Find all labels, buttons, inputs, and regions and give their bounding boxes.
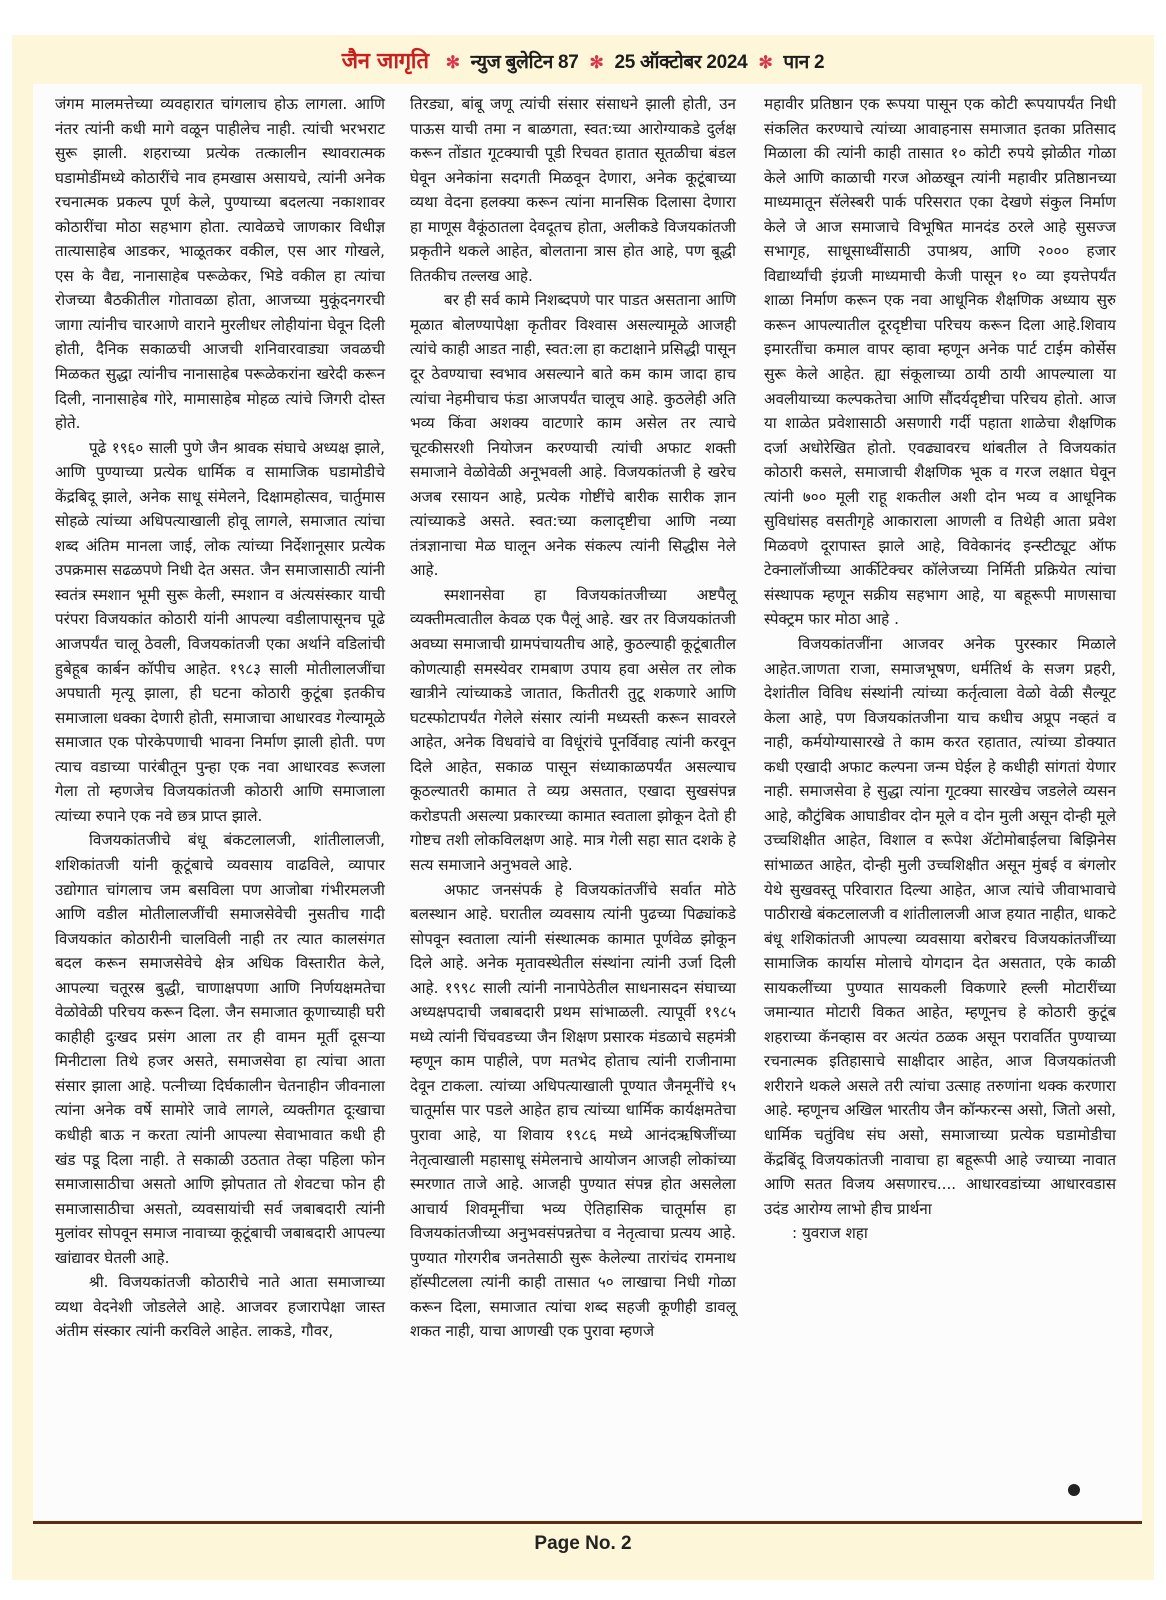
article-column-1 [55,92,385,1344]
paragraph: विजयकांतजींना आजवर अनेक पुरस्कार मिळाले आहेत.जाणता राजा, समाजभूषण, धर्मतिर्थ के सजग प्रहरी, देशांतील विविध संस्थांनी त्यांच्या कर्तृत्वाला वेळो वेळी सैल्यूट केला आहे, पण विजयकांतजीना याच कधीच अप्रूप नव्हतं व नाही, कर्मयोग्यासारखे ते काम करत रहातात, त्यांच्या डोक्यात कधी एखादी अफाट कल्पना जन्म घेईल हे कधीही सांगतां येणार नाही. समाजसेवा हे सुद्धा त्यांना गूटक्या सारखेच जडलेले व्यसन आहे, कौटुंबिक आघाडीवर दोन मूले व दोन मुली असून दोन्ही मूले उच्चशिक्षीत आहेत, विशाल व रूपेश ॲटोमोबाईलचा बिझिनेस सांभाळत आहेत, दोन्ही मुली उच्चशिक्षीत असून मुंबई व बंगलोर येथे सुखवस्तू परिवारात दिल्या आहेत, आज त्यांचे जीवाभावाचे पाठीराखे बंकटलालजी व शांतीलालजी आज हयात नाहीत, धाकटे बंधू शशिकांतजी आपल्या व्यवसाया बरोबरच विजयकांतजींच्या सामाजिक कार्यास मोलाचे योगदान देत असतात, एके काळी सायकलींच्या पुण्यात सायकली विकणारे ह्ल्ली मोटारींच्या जमान्यात मोटारी विकत आहेत, म्हणूनच हे कोठारी कुटूंब शहराच्या कॅनव्हास वर अत्यंत ठळक असून परावर्तित पुण्याच्या रचनात्मक इतिहासाचे साक्षीदार आहेत, आज विजयकांतजी शरीराने थकले असले तरी त्यांचा उत्साह तरुणांना थक्क करणारा आहे. म्हणूनच अखिल भारतीय जैन कॉन्फरन्स असो, जितो असो, धार्मिक चतुंविध संघ असो, समाजाच्या प्रत्येक घडामोडीचा केंद्रबिंदू विजयकांतजी नावाचा हा बहूरूपी आहे ज्याच्या नावात आणि सतत विजय असणारच.... आधारवडांच्या आधारवडास उदंड आरोग्य लाभो हीच प्रार्थना [764,635,1116,1218]
paragraph: महावीर प्रतिष्ठान एक रूपया पासून एक कोटी रूपयापर्यंत निधी संकलित करण्याचे त्यांच्या आवाहनास समाजात इतका प्रतिसाद मिळाला की त्यांनी काही तासात १० कोटी रुपये झोळीत गोळा केले आणि काळाची गरज ओळखून त्यांनी महावीर प्रतिष्ठानच्या माध्यमातून सॅलेस्बरी पार्क परिसरात एका देखणे संकुल निर्माण केले जे आज समाजाचे विभूषित मानदंड ठरले आहे सुसज्ज सभागृह, साधूसाध्वींसाठी उपाश्रय, आणि २००० हजार विद्यार्थ्यांची इंग्रजी माध्यमाची केजी पासून १० व्या इयत्तेपर्यंत शाळा निर्माण करून एक नवा आधूनिक शैक्षणिक अध्याय सुरु करून आपल्यातील दूरदृष्टीचा परिचय करून दिला आहे.शिवाय इमारतींचा कमाल वापर व्हावा म्हणून अनेक पार्ट टाईम कोर्सेस सुरू केले आहेत. ह्या संकूलाच्या ठायी ठायी आपल्याला या अवलीयाच्या कल्पकतेचा आणि सौंदर्यदृष्टीचा परिचय होतो. आज या शाळेत प्रवेशासाठी असणारी गर्दी पहाता शाळेचा शैक्षणिक दर्जा अधोरेखित होतो. एवढ्यावरच थांबतील ते विजयकांत कोठारी कसले, समाजाची शैक्षणिक भूक व गरज लक्षात घेवून त्यांनी ७०० मूली राहू शकतील अशी दोन भव्य व आधूनिक सुविधांसह वसतीगृहे आकाराला आणली व तिथेही आता प्रवेश मिळवणे दूरापास्त झाले आहे, विवेकानंद इन्स्टीट्यूट ऑफ टेक्नालॉजीच्या आर्कीटेक्चर कॉलेजच्या निर्मिती प्रक्रियेत त्यांचा संस्थापक म्हणून सक्रीय सहभाग आहे, या बहूरूपी माणसाचा स्पेक्ट्रम फार मोठा आहे . [764,95,1116,629]
paragraph: अफाट जनसंपर्क हे विजयकांतजींचे सर्वात मोठे बलस्थान आहे. घरातील व्यवसाय त्यांनी पुढच्या पिढ्यांकडे सोपवून स्वताला त्यांनी संस्थात्मक कामात पूर्णवेळ झोकून दिले आहे. अनेक मृतावस्थेतील संस्थांना त्यांनी उर्जा दिली आहे. १९९८ साली त्यांनी नानापेठेतील साधनासदन संघाच्या अध्यक्षपदाची जबाबदारी प्रथम सांभाळली. त्यापूर्वी १९८५ मध्ये त्यांनी चिंचवडच्या जैन शिक्षण प्रसारक मंडळाचे सहमंत्री म्हणून काम पाहीले, पण मतभेद होताच त्यांनी राजीनामा देवून टाकला. त्यांच्या अधिपत्याखाली पूण्यात जैनमूनींचे १५ चातूर्मास पार पडले आहेत हाच त्यांच्या धार्मिक कार्यक्षमतेचा पुरावा आहे, या शिवाय १९८६ मध्ये आनंदऋषिजींच्या नेतृत्वाखाली महासाधू संमेलनाचे आयोजन आजही लोकांच्या स्मरणात ताजे आहे. आजही पुण्यात संपन्न होत असलेला आचार्य शिवमूनींचा भव्य ऐतिहासिक चातूर्मास हा विजयकांतजीच्या अनुभवसंपन्नतेचा व नेतृत्वाचा प्रत्यय आहे. पुण्यात गोरगरीब जनतेसाठी सुरू केलेल्या तारांचंद रामनाथ हॉस्पीटलला त्यांनी काही तासात ५० लाखाचा निधी गोळा करून दिला, समाजात त्यांचा शब्द सहजी कूणीही डावलू शकत नाही, याचा आणखी एक पुरावा म्हणजे [410,880,736,1341]
newsletter-sheet [12,35,1154,1580]
end-of-article-bullet-icon [1068,1484,1080,1496]
issue-date: 25 ऑक्टोबर 2024 [614,52,748,73]
paragraph: श्री. विजयकांतजी कोठारीचे नाते आता समाजाच्या व्यथा वेदनेशी जोडलेले आहे. आजवर हजारापेक्षा जास्त अंतीम संस्कार त्यांनी करविले आहेत. लाकडे, गौवर, [55,1273,385,1341]
paragraph: पूढे १९६० साली पुणे जैन श्रावक संघाचे अध्यक्ष झाले, आणि पुण्याच्या प्रत्येक धार्मिक व सामाजिक घडामोडीचे केंद्रबिदू झाले, अनेक साधू संमेलने, दिक्षामहोत्सव, चार्तुमास सोहळे त्यांच्या अधिपत्याखाली होवू लागले, समाजात त्यांचा शब्द अंतिम मानला जाई, लोक त्यांच्या निर्देशानूसार प्रत्येक उपक्रमास सढळपणे निधी देत असत. जैन समाजासाठी त्यांनी स्वतंत्र स्मशान भूमी सुरू केली, स्मशान व अंत्यसंस्कार याची परंपरा विजयकांत कोठारी यांनी आपल्या वडीलापासूनच पूढे आजपर्यंत चालू ठेवली, विजयकांतजी एका अर्थाने वडिलांची हुबेहूब कार्बन कॉपीच आहेत. १९८३ साली मोतीलालजींचा अपघाती मृत्यू झाला, ही घटना कोठारी कुटूंबा इतकीच समाजाला धक्का देणारी होती, समाजाचा आधारवड गेल्यामूळे समाजात एक पोरकेपणाची भावना निर्माण झाली होती. पण त्याच वडाच्या पारंबीतून पुन्हा एक नवा आधारवड रूजला गेला तो म्हणजेच विजयकांतजी कोठारी आणि समाजाला त्यांच्या रुपाने एक नवे छत्र प्राप्त झाले. [55,438,385,825]
author-signature: : युवराज शहा [792,1224,868,1243]
article-column-3 [764,92,1116,1246]
brand-logo: जैन जागृति [341,48,429,74]
page-number-footer: Page No. 2 [534,1533,632,1554]
asterisk-separator-icon: ✻ [589,53,604,72]
asterisk-separator-icon: ✻ [758,53,773,72]
article-panel [33,84,1142,1520]
paragraph: विजयकांतजीचे बंधू बंकटलालजी, शांतीलालजी, शशिकांतजी यांनी कूटूंबाचे व्यवसाय वाढविले, व्यापार उद्योगात चांगलाच जम बसविला पण आजोबा गंभीरमलजी आणि वडील मोतीलालजींची समाजसेवेची नुसतीच गादी विजयकांत कोठारीनी चालविली नाही तर त्यात कालसंगत बदल करून समाजसेवेचे क्षेत्र अधिक विस्तारीत केले, आपल्या चतूरस्र बुद्धी, चाणाक्षपणा आणि निर्णयक्षमतेचा वेळोवेळी परिचय करून दिला. जैन समाजात कूणाच्याही घरी काहीही दुःखद प्रसंग आला तर ही वामन मूर्ती दूसऱ्या मिनीटाला तिथे हजर असते, समाजसेवा हा त्यांचा आता संसार झाला आहे. पत्नीच्या दिर्घकालीन चेतनाहीन जीवनाला त्यांना अनेक वर्षे सामोरे जावे लागले, व्यक्तीगत दूःखाचा कधीही बाऊ न करता त्यांनी आपल्या सेवाभावात कधी ही खंड पडू दिला नाही. ते सकाळी उठतात तेव्हा पहिला फोन समाजासाठीचा असतो आणि झोपतात तो शेवटचा फोन ही समाजासाठीचा असतो, व्यवसायांची सर्व जबाबदारी त्यांनी मुलांवर सोपवून समाज नावाच्या कूटूंबाची जबाबदारी आपल्या खांद्यावर घेतली आहे. [55,831,385,1267]
page-indicator: पान 2 [783,52,825,73]
masthead [12,45,1154,75]
article-column-2 [410,92,736,1344]
bulletin-number: न्युज बुलेटिन 87 [470,52,579,73]
asterisk-separator-icon: ✻ [445,53,460,72]
paragraph: बर ही सर्व कामे निशब्दपणे पार पाडत असताना आणि मूळात बोलण्यापेक्षा कृतीवर विश्वास असल्यामूळे आजही त्यांचे काही आडत नाही, स्वत:ला हा कटाक्षाने प्रसिद्धी पासून दूर ठेवण्याचा स्वभाव असल्याने बाते कम काम जादा हाच त्यांचा नेहमीचाच फंडा आजपर्यंत चालूच आहे. कुठलेही अति भव्य किंवा अशक्य वाटणारे काम असेल तर त्याचे चूटकीसरशी नियोजन करण्याची त्यांची अफाट शक्ती समाजाने वेळोवेळी अनूभवली आहे. विजयकांतजी हे खरेच अजब रसायन आहे, प्रत्येक गोष्टींचे बारीक सारीक ज्ञान त्यांच्याकडे असते. स्वत:च्या कलादृष्टीचा आणि नव्या तंत्रज्ञानाचा मेळ घालून अनेक संकल्प त्यांनी सिद्धीस नेले आहे. [410,291,736,580]
paragraph: तिरड्या, बांबू जणू त्यांची संसार संसाधने झाली होती, उन पाऊस याची तमा न बाळगता, स्वत:च्या आरोग्याकडे दुर्लक्ष करून तोंडात गूटक्याची पूडी रिचवत हातात सूतळीचा बंडल घेवून अनेकांना सदगती मिळवून देणारा, अनेक कूटूंबाच्या व्यथा वेदना हलक्या करून त्यांना मानसिक दिलासा देणारा हा माणूस वैकूंठातला देवदूतच होता, अलीकडे विजयकांतजी प्रकृतीने थकले आहेत, बोलताना त्रास होत आहे, पण बूद्धी तितकीच तल्लख आहे. [410,95,736,285]
footer-divider [33,1521,1142,1524]
paragraph: स्मशानसेवा हा विजयकांतजीच्या अष्टपैलू व्यक्तीमत्वातील केवळ एक पैलूं आहे. खर तर विजयकांतजी अवघ्या समाजाची ग्रामपंचायतीच आहे, कुठल्याही कूटूंबातील कोणत्याही समस्येवर रामबाण उपाय हवा असेल तर लोक खात्रीने त्यांच्याकडे जातात, कितीतरी तुटू शकणारे आणि घटस्फोटापर्यंत गेलेले संसार त्यांनी मध्यस्ती करून सावरले आहेत, अनेक विधवांचे वा विधूंरांचे पूनर्विवाह त्यांनी करवून दिले आहेत, सकाळ पासून संध्याकाळपर्यंत असल्याच कूठल्यातरी कामात ते व्यग्र असतात, एखादा सुखसंपन्न करोडपती असल्या प्रकारच्या कामात स्वताला झोकून देतो ही गोष्टच तशी लोकविलक्षण आहे. मात्र गेली सहा सात दशके हे सत्य समाजाने अनुभवले आहे. [410,585,736,874]
paragraph: जंगम मालमत्तेच्या व्यवहारात चांगलाच होऊ लागला. आणि नंतर त्यांनी कधी मागे वळून पाहीलेच नाही. त्यांची भरभराट सुरू झाली. शहराच्या प्रत्येक तत्कालीन स्थावरात्मक घडामोडींमध्ये कोठारींचे नाव हमखास असायचे, त्यांनी अनेक रचनात्मक प्रकल्प पूर्ण केले, पुण्याच्या बदलत्या नकाशावर कोठारींचा मोठा सहभाग होता. त्यावेळचे जाणकार विधीज्ञ तात्यासाहेब आडकर, भाळूतकर वकील, एस आर गोखले, एस के वैद्य, नानासाहेब परूळेकर, भिडे वकील हा त्यांचा रोजच्या बैठकीतील गोतावळा होता, आजच्या मुकूंदनगरची जागा त्यांनीच चारआणे वाराने मुरलीधर लोहीयांना घेवून दिली होती, दैनिक सकाळची आजची शनिवारवाड्या जवळची मिळकत सुद्धा त्यांनीच नानासाहेब परूळेकरांना खरेदी करून दिली, नानासाहेब गोरे, मामासाहेब मोहळ त्यांचे जिगरी दोस्त होते. [55,95,385,433]
